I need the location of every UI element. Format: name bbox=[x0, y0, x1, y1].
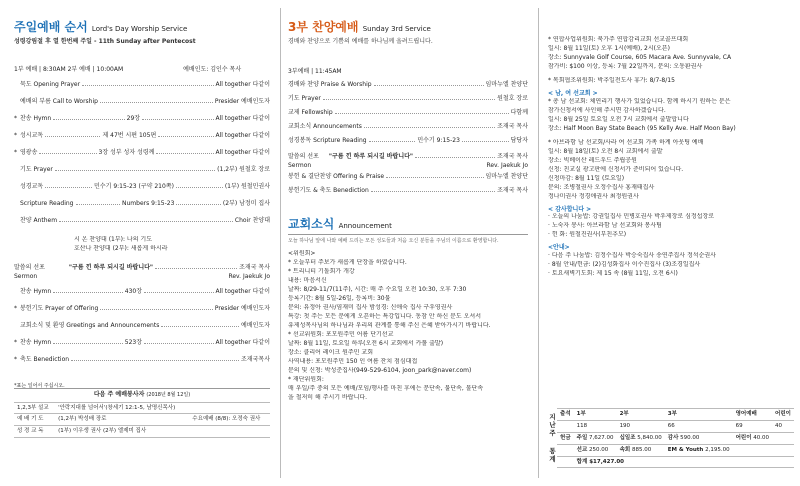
stats-header: 2부 bbox=[617, 409, 665, 421]
stats-label-1: 지난 주 bbox=[549, 412, 556, 438]
duty-date: (2018년 8월 12일) bbox=[146, 392, 191, 398]
order-item bbox=[288, 173, 528, 187]
leader-dots bbox=[369, 138, 416, 142]
total-value: $17,427.00 bbox=[589, 458, 625, 465]
blank-cell bbox=[772, 432, 794, 444]
heading-en: Lord's Day Worship Service bbox=[91, 25, 188, 33]
offering-value: 7,627.00 bbox=[587, 434, 614, 441]
order-presenter: (1부) 원철민권사 bbox=[224, 183, 270, 190]
order-title: 찬송 Hymn bbox=[20, 115, 52, 122]
order-item bbox=[14, 166, 270, 183]
order-item bbox=[14, 149, 270, 166]
order-presenter: 원철호 장로 bbox=[497, 95, 528, 102]
announcement-line: * 트리니티 기돌회가 개강 bbox=[288, 268, 355, 276]
order-item bbox=[14, 356, 270, 373]
order-presenter: All together 다같이 bbox=[215, 149, 271, 156]
order-title: Scripture Reading bbox=[20, 200, 74, 207]
order-detail: 제 47번 시편 105편 bbox=[102, 132, 157, 139]
third-service-heading bbox=[288, 20, 528, 35]
thanks-line: · 헌 화: 원철진권사(부친추모) bbox=[548, 231, 627, 238]
attendance-value: 40 bbox=[772, 420, 794, 432]
duty-value: '안락지대를 넘어서'(창세기 12:1-5, 남명신목사) bbox=[55, 402, 189, 414]
worship-subtitle: 성령강림절 후 열 한번째 주일 - 11th Sunday after Pentecost bbox=[14, 38, 196, 45]
total-cell bbox=[574, 456, 794, 468]
offering-key: 어린이 bbox=[735, 434, 752, 441]
third-service-subtitle: 경배와 찬양으로 기쁨의 예배를 하나님께 올려드립니다. bbox=[288, 38, 433, 45]
sermon-block bbox=[288, 153, 528, 171]
offering-value: 250.00 bbox=[587, 446, 609, 453]
order-item bbox=[14, 339, 270, 356]
announcement-heading bbox=[288, 217, 528, 235]
thanks-list bbox=[548, 213, 794, 240]
offering-key: 선교 bbox=[576, 446, 588, 453]
total-label: 합계 bbox=[576, 458, 590, 465]
guide-line: · 토요새벽기도회: 제 15 속 (8월 11일, 오전 6시) bbox=[548, 269, 678, 277]
thanks-title: < 감사합니다 > bbox=[548, 205, 592, 213]
announcement-line: <위원회> bbox=[288, 250, 316, 258]
mission-group-line: * 아브라함 남 선교회/사라 여 선교회 가족 하계 아웃팅 예배 bbox=[548, 138, 704, 146]
news-line: 일시: 8월 11일(토) 오후 1시(예배), 2시(오픈) bbox=[548, 45, 670, 52]
mission-group-line: 정나미권사 정경애권사 최정원권사 bbox=[548, 192, 639, 200]
order-title: 예배의 부름 Call to Worship bbox=[20, 98, 98, 105]
stats-table bbox=[557, 408, 794, 468]
order-title: 봉헌 & 결단찬양 Offering & Praise bbox=[288, 173, 385, 180]
order-item bbox=[14, 288, 270, 305]
announcement-line: 날짜: 8/29-11/7(11주), 시간: 매 주 수요일 오전 10:30, 오후 7:30 bbox=[288, 286, 467, 294]
order-title: 축도 Benediction bbox=[20, 356, 70, 363]
order-presenter: All together 다같이 bbox=[215, 115, 271, 122]
order-presenter: 다함께 bbox=[510, 109, 528, 116]
announcement-line: 등록기간: 8월 5일-26일, 등록비: 30불 bbox=[288, 295, 391, 303]
stand-mark: * bbox=[14, 339, 17, 346]
third-service-column bbox=[288, 0, 528, 486]
duty-value: (1,2부) 박성배 장로 bbox=[55, 414, 189, 426]
total-row bbox=[557, 456, 794, 468]
offering-key: 속회 bbox=[619, 446, 631, 453]
stand-mark: * bbox=[14, 115, 17, 122]
offering-cell bbox=[574, 444, 617, 456]
order-detail: 523장 bbox=[124, 339, 142, 346]
mission-group-line: 신청마감: 8월 11일 (토요일) bbox=[548, 174, 625, 182]
leader-dots bbox=[45, 184, 92, 188]
stand-mark: * bbox=[14, 149, 17, 156]
offering-row bbox=[557, 444, 794, 456]
order-title: 묵도 Opening Prayer bbox=[20, 81, 81, 88]
blank-cell bbox=[772, 444, 794, 456]
worship-leader: 예배인도: 김인수 목사 bbox=[183, 65, 242, 73]
stand-footnote: *표는 일어서 주십시오. bbox=[14, 383, 65, 389]
duty-label: 1,2,3부 설교 bbox=[14, 402, 55, 414]
sermon-preacher: 조재국 목사 bbox=[497, 153, 528, 160]
sermon-title: "구름 낀 하루 되시길 바랍니다" bbox=[68, 264, 154, 271]
offering-value: 40.00 bbox=[751, 434, 770, 441]
anthem-details bbox=[14, 236, 270, 254]
order-detail: 29장 bbox=[126, 115, 141, 122]
sermon-preacher-en: Rev. Jaekuk Jo bbox=[486, 162, 528, 169]
order-title: 영광송 bbox=[20, 149, 38, 156]
announcement-line: 매 우일/주 중의 모든 예배/모임/행사를 마친 후에는 문단속, 불단속, 물단속 bbox=[288, 385, 484, 393]
order-presenter: All together 다같이 bbox=[215, 132, 270, 139]
order-title: 봉헌기도 Prayer of Offering bbox=[20, 305, 99, 312]
anthem-line: 시 온 찬양대 (1부): 나의 기도 bbox=[74, 236, 153, 243]
news-line: * 목회협조위원회: 박추일전도사 휴가: 8/7-8/15 bbox=[548, 77, 675, 84]
heading-ko: 주일예배 순서 bbox=[14, 20, 88, 34]
duty-label: 예 배 기 도 bbox=[14, 414, 55, 426]
announcement-line: 문의: 유정아 권사/염재미 집사 밤성경: 신애숙 집사 구우영권사 bbox=[288, 304, 453, 312]
heading-ko: 3부 찬양예배 bbox=[288, 20, 359, 34]
order-title: 교제 Fellowship bbox=[288, 109, 333, 116]
order-presenter: 조재국목사 bbox=[241, 356, 270, 363]
leader-dots bbox=[371, 188, 495, 192]
sermon-label: 말씀의 선포 bbox=[288, 153, 319, 160]
announcement-line: 을 철저히 해 주시기 바랍니다. bbox=[288, 394, 368, 402]
order-title: 경배와 찬양 Praise & Worship bbox=[288, 81, 372, 88]
duty-title: 다음 주 예배봉사자 bbox=[93, 391, 145, 398]
order-item bbox=[14, 217, 270, 234]
offering-value: 590.00 bbox=[678, 434, 700, 441]
offering-cell bbox=[733, 432, 772, 444]
worship-order-heading bbox=[14, 20, 270, 35]
news-column bbox=[548, 0, 794, 486]
order-title: 기도 Prayer bbox=[288, 95, 321, 102]
order-detail: 민수기 9:15-23 (구약 210쪽) bbox=[94, 183, 174, 190]
order-detail: Numbers 9:15-23 bbox=[122, 200, 175, 207]
leader-dots bbox=[100, 306, 212, 310]
duty-extra bbox=[189, 402, 270, 414]
thanks-line: · 노숙자 봉사: 아브라함 남 선교회와 봉사팀 bbox=[548, 222, 662, 229]
order-presenter: 임마누엘 찬양단 bbox=[485, 173, 528, 180]
offering-key: 주일 bbox=[576, 434, 588, 441]
order-detail: 430장 bbox=[124, 288, 142, 295]
leader-dots bbox=[364, 124, 495, 128]
leader-dots bbox=[156, 150, 213, 154]
order-title: 찬양 Anthem bbox=[20, 217, 58, 224]
heading-ko: 교회소식 bbox=[288, 217, 335, 231]
order-list bbox=[14, 81, 270, 234]
leader-dots bbox=[39, 150, 96, 154]
order-presenter: (1,2부) 원철호 장로 bbox=[217, 166, 270, 173]
announcement-line: * 재단위원회: bbox=[288, 376, 324, 384]
duty-row bbox=[14, 414, 270, 426]
guide-list bbox=[548, 252, 794, 279]
order-title: 성경교독 bbox=[20, 183, 44, 190]
order-title: 성경봉독 Scripture Reading bbox=[288, 137, 367, 144]
attendance-value: 66 bbox=[665, 420, 733, 432]
order-item bbox=[288, 109, 528, 123]
order-item bbox=[288, 81, 528, 95]
thanks-line: · 오늘의 나눔밥: 강권일집사 민병호권사 박우제장로 심정섭장로 bbox=[548, 213, 715, 220]
order-detail: 3장 성부 성자 성령께 bbox=[98, 149, 155, 156]
stats-label-2: 통계 bbox=[549, 447, 556, 464]
order-presenter: 임마누엘 찬양단 bbox=[485, 81, 528, 88]
order-item bbox=[14, 81, 270, 98]
order-title: 기도 Prayer bbox=[20, 166, 53, 173]
offering-cell bbox=[617, 444, 665, 456]
attendance-value: 190 bbox=[617, 420, 665, 432]
column-divider bbox=[280, 8, 281, 478]
attendance-value: 69 bbox=[733, 420, 772, 432]
stand-mark: * bbox=[14, 356, 17, 363]
sermon-en-row bbox=[288, 162, 528, 171]
stand-mark: * bbox=[14, 305, 17, 312]
sermon-en-row bbox=[14, 273, 270, 282]
leader-dots bbox=[45, 133, 100, 137]
order-presenter: 조재국 목사 bbox=[497, 187, 528, 194]
duty-row bbox=[14, 426, 270, 438]
order-item bbox=[288, 123, 528, 137]
order-presenter: All together 다같이 bbox=[215, 288, 271, 295]
sermon-label-en: Sermon bbox=[14, 273, 38, 280]
order-item bbox=[288, 187, 528, 201]
order-presenter: 조재국 목사 bbox=[497, 123, 528, 130]
attendance-label: 출석 bbox=[557, 409, 574, 421]
service-times: 1부 예배 | 8:30AM 2부 예배 | 10:00AM bbox=[14, 65, 124, 73]
stats-header: 3부 bbox=[665, 409, 733, 421]
leader-dots bbox=[100, 99, 213, 103]
duty-extra: 수요예배 (8/8): 오정숙 권사 bbox=[189, 414, 270, 426]
stats-header-row bbox=[557, 409, 794, 421]
offering-value: 885.00 bbox=[630, 446, 652, 453]
order-title: 교회소식 Announcements bbox=[288, 123, 362, 130]
order-presenter: 담당자 bbox=[510, 137, 528, 144]
leader-dots bbox=[144, 340, 214, 344]
order-presenter: All together 다같이 bbox=[215, 81, 270, 88]
leader-dots bbox=[142, 116, 213, 120]
order-presenter: 예배인도자 bbox=[241, 322, 270, 329]
stats-header: 어린이 bbox=[772, 409, 794, 421]
heading-en: Announcement bbox=[338, 222, 392, 230]
column-divider bbox=[538, 8, 539, 478]
order-item bbox=[14, 132, 270, 149]
order-list-2 bbox=[14, 288, 270, 373]
offering-key: 십일조 bbox=[619, 434, 636, 441]
announcement-list bbox=[288, 250, 528, 403]
leader-dots bbox=[386, 174, 483, 178]
leader-dots bbox=[158, 133, 213, 137]
order-title: 봉헌기도 & 축도 Benediction bbox=[288, 187, 369, 194]
offering-cell bbox=[665, 432, 733, 444]
duty-heading bbox=[14, 388, 270, 399]
mission-group-line: * 총 남 선교회: 체연리기 행사가 있었습니다. 함께 하시기 원하는 분은 bbox=[548, 97, 731, 105]
order-presenter: (2부) 남정미 집사 bbox=[222, 200, 271, 207]
blank-cell bbox=[557, 456, 574, 468]
leader-dots bbox=[82, 82, 213, 86]
leader-dots bbox=[176, 201, 221, 205]
offering-label: 헌금 bbox=[557, 432, 574, 444]
sermon-preacher: 조재국 목사 bbox=[239, 264, 270, 271]
sermon-label: 말씀의 선포 bbox=[14, 264, 45, 271]
leader-dots bbox=[161, 323, 239, 327]
news-line: * 연합사업위원회: 북가주 연합감리교회 선교골프대회 bbox=[548, 36, 689, 43]
offering-cell bbox=[733, 444, 772, 456]
guide-line: · 8월 안내/헌금: (2)김성화집사 이수진집사 (3)조경일집사 bbox=[548, 260, 701, 268]
order-title: 성시교독 bbox=[20, 132, 44, 139]
news-line: 참가비: $100 이상, 등록: 7월 22일까지, 문의: 오동환권사 bbox=[548, 63, 703, 70]
announcement-line: * 선교위원회: 포모원주민 어름 단기선교 bbox=[288, 331, 394, 339]
mission-group-line: 장소: Half Moon Bay State Beach (95 Kelly Ave. Half Moon Bay) bbox=[548, 124, 736, 132]
sermon-title: "구름 낀 하루 되시길 바랍니다" bbox=[328, 153, 414, 160]
leader-dots bbox=[374, 82, 484, 86]
stats-header: 영어예배 bbox=[733, 409, 772, 421]
leader-dots bbox=[53, 340, 123, 344]
offering-cell bbox=[665, 444, 733, 456]
order-item bbox=[14, 200, 270, 217]
order-presenter: Choir 찬양대 bbox=[234, 217, 270, 224]
leader-dots bbox=[155, 265, 237, 269]
announcement-line: 특강: 첫 주는 모든 분에게 오픈하는 특강입니다. 동참 안 하신 분도 오셔서 bbox=[288, 313, 481, 321]
next-week-duty-box bbox=[14, 388, 270, 438]
mission-group-line: 참가신청서에 사인해 주시면 감사하겠습니다. bbox=[548, 106, 666, 114]
blank-cell bbox=[557, 420, 574, 432]
offering-value: 2,195.00 bbox=[703, 446, 730, 453]
order-item bbox=[14, 305, 270, 322]
mission-group-line: 신청: 친교실 광고판에 신청서가 준비되어 있습니다. bbox=[548, 165, 684, 173]
third-order-list bbox=[288, 81, 528, 151]
mission-group-line: 문의: 조병철권사 오정수집사 홍재태집사 bbox=[548, 183, 655, 191]
order-item bbox=[14, 98, 270, 115]
guide-title: <안내> bbox=[548, 244, 570, 251]
leader-dots bbox=[76, 201, 121, 205]
mission-group-line: 장소: 빅베이산 레드우드 주립공원 bbox=[548, 156, 637, 164]
order-item bbox=[14, 322, 270, 339]
offering-value: 5,840.00 bbox=[635, 434, 662, 441]
leader-dots bbox=[323, 96, 495, 100]
weekly-stats bbox=[548, 408, 794, 468]
news-line: 장소: Sunnyvale Golf Course, 605 Macara Ave. Sunnyvale, CA bbox=[548, 54, 732, 61]
order-presenter: Presider 예배인도자 bbox=[214, 98, 270, 105]
attendance-row bbox=[557, 420, 794, 432]
order-item bbox=[14, 183, 270, 200]
third-service-time: 3부예배 | 11:45AM bbox=[288, 67, 342, 75]
order-title: 찬송 Hymn bbox=[20, 339, 52, 346]
duty-table bbox=[14, 402, 270, 439]
order-presenter: Presider 예배인도자 bbox=[214, 305, 270, 312]
anthem-line: 호산나 찬양대 (2부): 새롭게 하시라 bbox=[74, 245, 168, 252]
sermon-preacher-en: Rev. Jaekuk Jo bbox=[228, 273, 270, 280]
announcement-intro: 오늘 하나님 앞에 나와 예배 드리는 모든 성도들과 처음 오신 분들을 주님의 이름으로 환영합니다. bbox=[288, 238, 499, 244]
committee-news bbox=[548, 36, 794, 86]
announcement-line: 사역내용: 포모원주민 150 인 여름 잔치 점심대접 bbox=[288, 358, 418, 366]
stand-mark: * bbox=[14, 132, 17, 139]
stats-side-label bbox=[548, 408, 557, 468]
duty-value: (1부) 이우생 권사 (2부) 엘제미 집사 bbox=[55, 426, 189, 438]
offering-key: EM & Youth bbox=[667, 446, 704, 453]
mission-group-title: < 남, 여 선교회 > bbox=[548, 90, 598, 97]
heading-en: Sunday 3rd Service bbox=[362, 25, 431, 33]
offering-cell bbox=[617, 432, 665, 444]
order-item bbox=[288, 137, 528, 151]
announcement-line: 내용: 마음서신 bbox=[288, 277, 327, 285]
leader-dots bbox=[59, 218, 233, 222]
sermon-label-en: Sermon bbox=[288, 162, 312, 169]
leader-dots bbox=[176, 184, 223, 188]
worship-order-column bbox=[14, 0, 270, 486]
leader-dots bbox=[53, 116, 124, 120]
leader-dots bbox=[144, 289, 214, 293]
order-detail: 민수기 9:15-23 bbox=[417, 137, 460, 144]
mission-group-line: 일시: 8월 18일(토) 오전 8시 교회에서 출발 bbox=[548, 147, 663, 155]
announcement-line: 날짜: 8월 11일, 토요일 하루(오전 6시 교회에서 카풀 출발) bbox=[288, 340, 444, 348]
order-presenter: All together 다같이 bbox=[215, 339, 271, 346]
announcement-line: 유제성목사님의 하나님과 우리의 관계를 통해 주신 은혜 받아가시기 바랍니다. bbox=[288, 322, 491, 330]
leader-dots bbox=[55, 167, 215, 171]
duty-row bbox=[14, 402, 270, 414]
duty-label: 성 경 교 독 bbox=[14, 426, 55, 438]
attendance-value: 118 bbox=[574, 420, 617, 432]
service-times-row bbox=[14, 66, 270, 74]
offering-cell bbox=[574, 432, 617, 444]
mission-group-line: 일시: 8월 25일 토요일 오전 7시 교회에서 출발합니다 bbox=[548, 115, 689, 123]
mission-group-news bbox=[548, 98, 794, 202]
sermon-row bbox=[14, 264, 270, 273]
leader-dots bbox=[462, 138, 509, 142]
announcement-line: 문의 및 신청: 박성준집사(949-529-6104, joon_park@naver.com) bbox=[288, 367, 472, 375]
leader-dots bbox=[71, 357, 239, 361]
order-item bbox=[14, 115, 270, 132]
announcement-line: * 오늘부터 주보가 새롭게 단장을 하였습니다. bbox=[288, 259, 407, 267]
stats-header: 1부 bbox=[574, 409, 617, 421]
third-order-list-2 bbox=[288, 173, 528, 201]
offering-label bbox=[557, 444, 574, 456]
order-title: 교회소식 및 환영 Greetings and Announcements bbox=[20, 322, 160, 329]
offering-row bbox=[557, 432, 794, 444]
duty-extra bbox=[189, 426, 270, 438]
order-title: 찬송 Hymn bbox=[20, 288, 52, 295]
sermon-block bbox=[14, 264, 270, 282]
announcement-line: 장소: 클리어 레이크 원주민 교회 bbox=[288, 349, 373, 357]
sermon-row bbox=[288, 153, 528, 162]
offering-key: 감사 bbox=[667, 434, 679, 441]
order-item bbox=[288, 95, 528, 109]
leader-dots bbox=[335, 110, 509, 114]
leader-dots bbox=[53, 289, 123, 293]
guide-line: · 다음 주 나눔밥: 김정수집사 박승숙집사 송연주집사 정석순권사 bbox=[548, 251, 716, 259]
